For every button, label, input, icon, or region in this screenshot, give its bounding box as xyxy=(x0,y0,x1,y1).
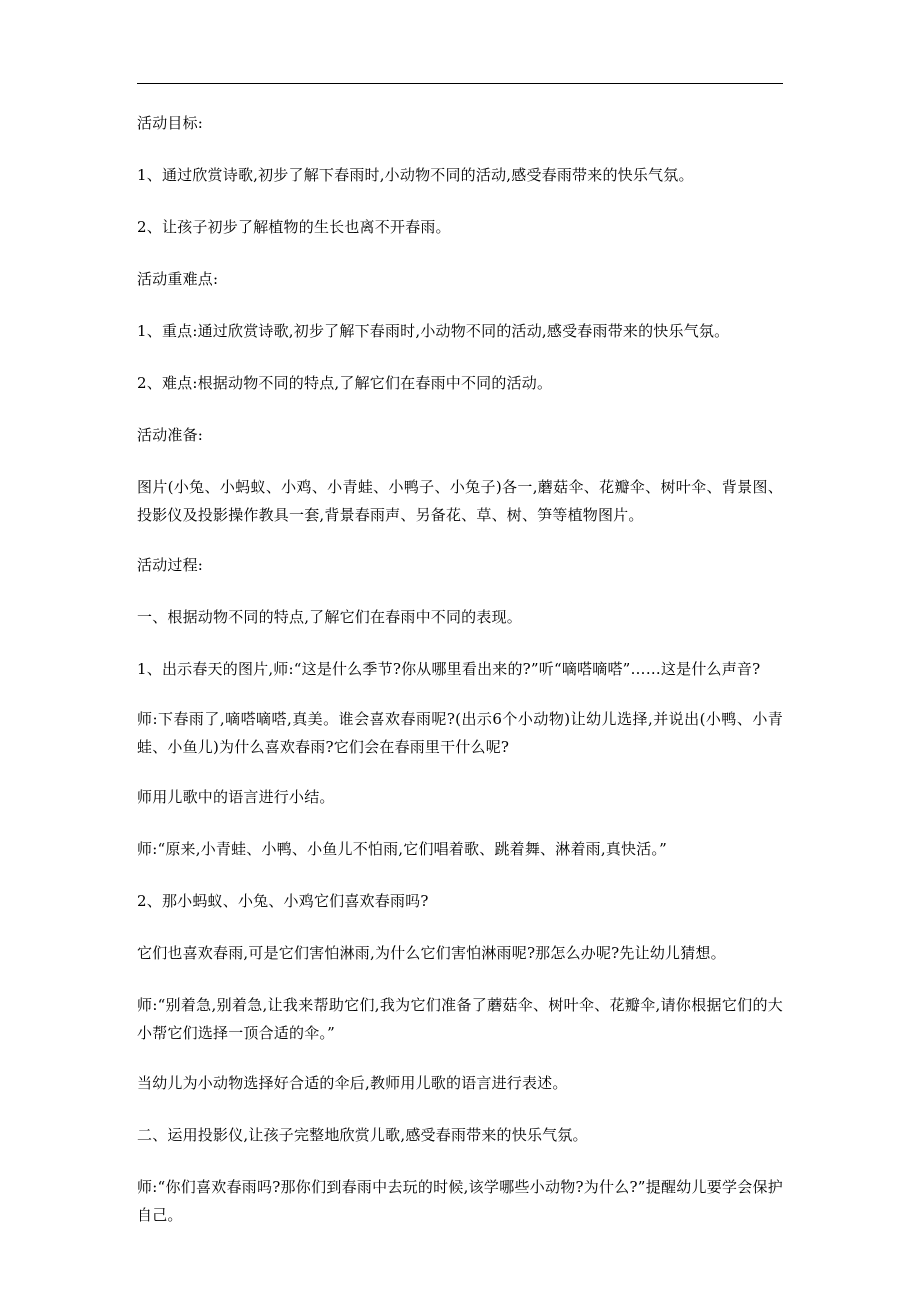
paragraph: 1、出示春天的图片,师:“这是什么季节?你从哪里看出来的?”听“嘀嗒嘀嗒”……这是什么声音? xyxy=(137,660,761,678)
paragraph: 师:下春雨了,嘀嗒嘀嗒,真美。谁会喜欢春雨呢?(出示6个小动物)让幼儿选择,并说出(小鸭、小青蛙、小鱼儿)为什么喜欢春雨?它们会在春雨里干什么呢? xyxy=(137,710,783,756)
paragraph: 1、通过欣赏诗歌,初步了解下春雨时,小动物不同的活动,感受春雨带来的快乐气氛。 xyxy=(137,166,694,184)
paragraph: 2、那小蚂蚁、小兔、小鸡它们喜欢春雨吗? xyxy=(137,892,429,910)
document-body xyxy=(137,109,783,1251)
section-heading-process: 活动过程: xyxy=(137,556,204,574)
paragraph: 一、根据动物不同的特点,了解它们在春雨中不同的表现。 xyxy=(137,608,522,626)
paragraph: 它们也喜欢春雨,可是它们害怕淋雨,为什么它们害怕淋雨呢?那怎么办呢?先让幼儿猜想。 xyxy=(137,944,726,962)
paragraph: 师:“别着急,别着急,让我来帮助它们,我为它们准备了蘑菇伞、树叶伞、花瓣伞,请你根据它们的大小帮它们选择一顶合适的伞。” xyxy=(137,996,783,1042)
paragraph: 二、运用投影仪,让孩子完整地欣赏儿歌,感受春雨带来的快乐气氛。 xyxy=(137,1126,588,1144)
header-rule xyxy=(137,83,783,84)
paragraph: 1、重点:通过欣赏诗歌,初步了解下春雨时,小动物不同的活动,感受春雨带来的快乐气氛。 xyxy=(137,322,730,340)
paragraph: 图片(小兔、小蚂蚁、小鸡、小青蛙、小鸭子、小兔子)各一,蘑菇伞、花瓣伞、树叶伞、背景图、投影仪及投影操作教具一套,背景春雨声、另备花、草、树、笋等植物图片。 xyxy=(137,478,783,524)
paragraph: 师:“原来,小青蛙、小鸭、小鱼儿不怕雨,它们唱着歌、跳着舞、淋着雨,真快活。” xyxy=(137,840,667,858)
section-heading-preparation: 活动准备: xyxy=(137,426,204,444)
paragraph: 师用儿歌中的语言进行小结。 xyxy=(137,788,335,806)
section-heading-goals: 活动目标: xyxy=(137,114,204,132)
paragraph: 2、难点:根据动物不同的特点,了解它们在春雨中不同的活动。 xyxy=(137,374,553,392)
section-heading-key-points: 活动重难点: xyxy=(137,270,219,288)
paragraph: 2、让孩子初步了解植物的生长也离不开春雨。 xyxy=(137,218,451,236)
paragraph: 当幼儿为小动物选择好合适的伞后,教师用儿歌的语言进行表述。 xyxy=(137,1074,568,1092)
paragraph: 师:“你们喜欢春雨吗?那你们到春雨中去玩的时候,该学哪些小动物?为什么?”提醒幼儿要学会保护自己。 xyxy=(137,1178,783,1224)
